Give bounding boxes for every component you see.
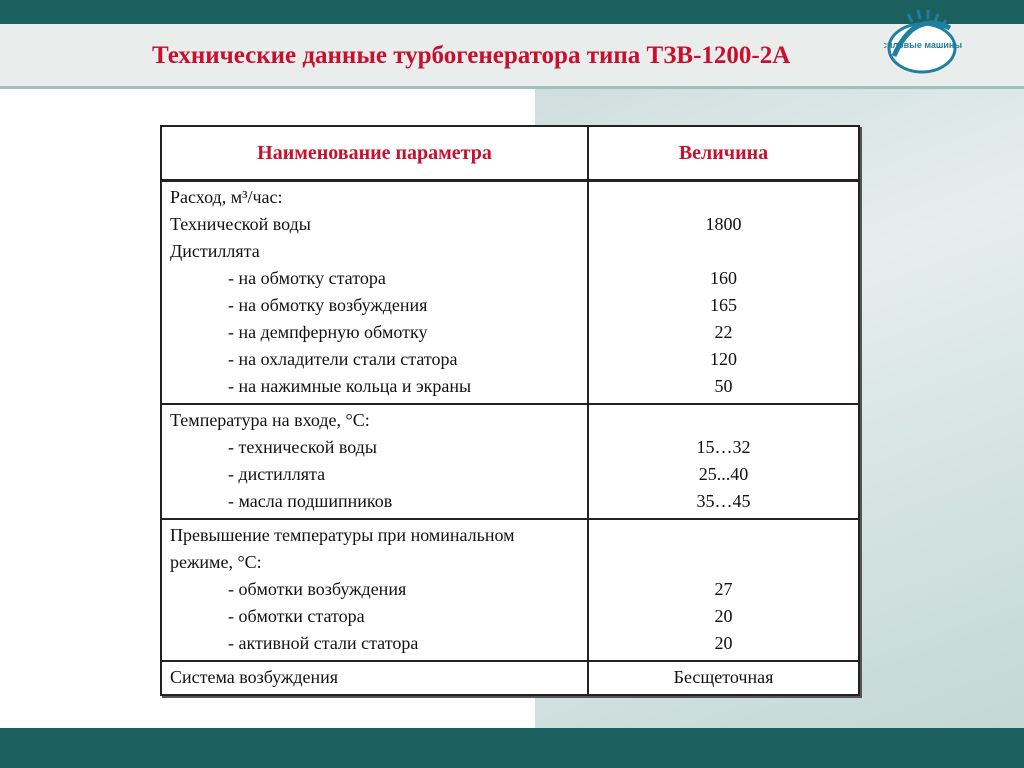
value-line: 20 bbox=[714, 633, 733, 653]
top-bar bbox=[0, 0, 1024, 24]
table-row bbox=[161, 661, 859, 695]
logo-text bbox=[884, 40, 962, 50]
param-line: - технической воды bbox=[228, 437, 377, 457]
table-row bbox=[161, 519, 859, 661]
param-line: - на нажимные кольца и экраны bbox=[228, 376, 472, 396]
value-line bbox=[589, 549, 858, 576]
param-cell bbox=[161, 661, 588, 695]
table-row bbox=[161, 404, 859, 519]
value-line: 165 bbox=[710, 295, 737, 315]
company-logo-icon bbox=[884, 6, 962, 84]
value-line: 120 bbox=[710, 349, 737, 369]
value-cell bbox=[588, 519, 859, 661]
logo-text-line-1: силовые машины bbox=[884, 40, 962, 50]
param-line: Превышение температуры при номинальном bbox=[170, 525, 515, 545]
value-cell bbox=[588, 661, 859, 695]
spec-table bbox=[160, 125, 860, 696]
bottom-bar bbox=[0, 728, 1024, 768]
value-line: 20 bbox=[714, 606, 733, 626]
param-line: - активной стали статора bbox=[228, 633, 419, 653]
param-line: Температура на входе, °С: bbox=[170, 410, 370, 430]
param-cell bbox=[161, 404, 588, 519]
param-line: - дистиллята bbox=[228, 464, 326, 484]
value-cell bbox=[588, 181, 859, 405]
param-line: Технической воды bbox=[170, 214, 311, 234]
param-line: Расход, м³/час: bbox=[170, 187, 283, 207]
slide-title: Технические данные турбогенератора типа ТЗВ-1200-2А bbox=[152, 42, 791, 69]
value-cell bbox=[588, 404, 859, 519]
param-line: - на обмотку статора bbox=[228, 268, 386, 288]
param-line: - обмотки возбуждения bbox=[228, 579, 407, 599]
spec-table-body bbox=[161, 181, 859, 696]
value-line bbox=[589, 522, 858, 549]
param-line: - обмотки статора bbox=[228, 606, 365, 626]
value-line: 22 bbox=[714, 322, 733, 342]
table-row bbox=[161, 181, 859, 405]
param-line: Система возбуждения bbox=[170, 667, 339, 687]
table-header-row bbox=[161, 126, 859, 181]
value-line: 160 bbox=[710, 268, 737, 288]
param-line: - масла подшипников bbox=[228, 491, 393, 511]
value-line bbox=[589, 184, 858, 211]
header-value: Величина bbox=[588, 126, 859, 181]
param-line: Дистиллята bbox=[170, 241, 260, 261]
value-line: 50 bbox=[714, 376, 733, 396]
value-line: 1800 bbox=[705, 214, 742, 234]
header-param: Наименование параметра bbox=[161, 126, 588, 181]
value-line: 25...40 bbox=[698, 464, 749, 484]
param-cell bbox=[161, 519, 588, 661]
value-line: 15…32 bbox=[696, 437, 751, 457]
value-line bbox=[589, 407, 858, 434]
param-line: - на обмотку возбуждения bbox=[228, 295, 428, 315]
value-line: 35…45 bbox=[696, 491, 751, 511]
value-line: 27 bbox=[714, 579, 733, 599]
param-line: - на демпферную обмотку bbox=[228, 322, 428, 342]
param-cell bbox=[161, 181, 588, 405]
param-line: - на охладители стали статора bbox=[228, 349, 458, 369]
value-line bbox=[589, 238, 858, 265]
value-line: Бесщеточная bbox=[673, 667, 774, 687]
param-line: режиме, °С: bbox=[170, 552, 262, 572]
